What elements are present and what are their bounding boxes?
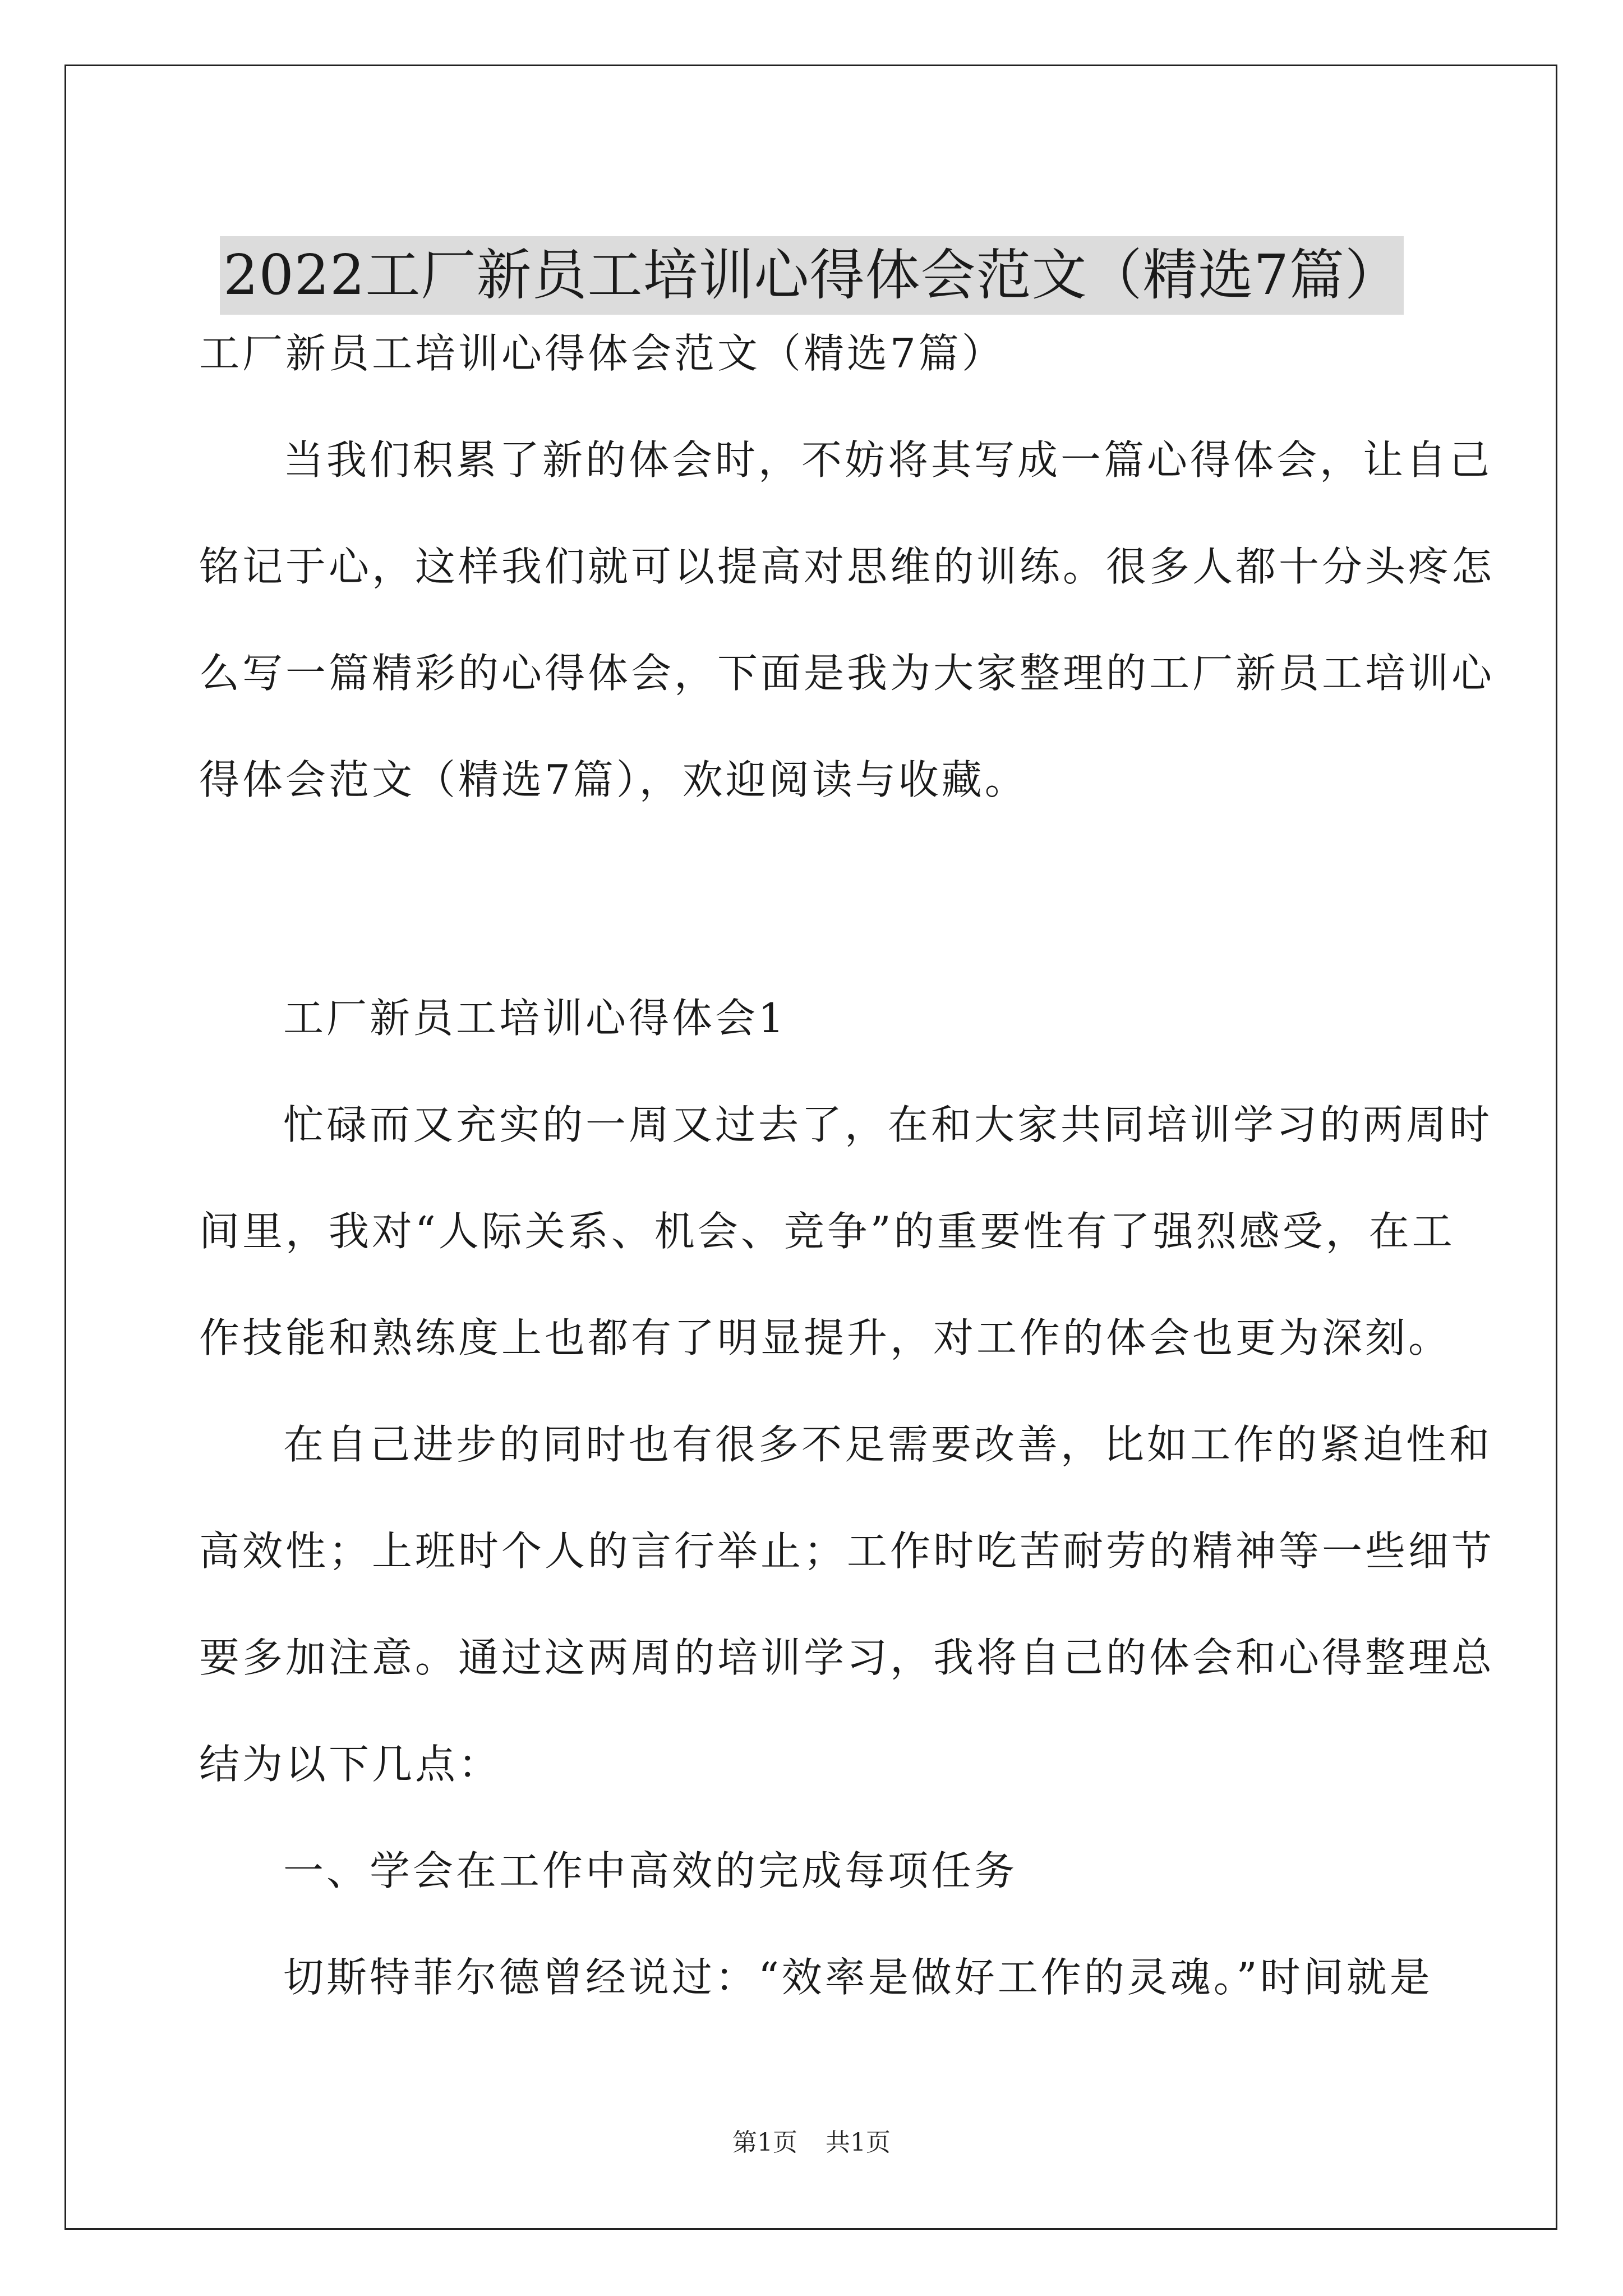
intro-line-1: 当我们积累了新的体会时，不妨将其写成一篇心得体会，让自己 (283, 436, 1493, 484)
body-line-7: 结为以下几点： (199, 1741, 502, 1788)
body-line-3: 作技能和熟练度上也都有了明显提升，对工作的体会也更为深刻。 (199, 1314, 1452, 1361)
document-subtitle: 工厂新员工培训心得体会范文（精选7篇） (199, 330, 1005, 377)
document-title-area (196, 199, 1427, 307)
page-footer (0, 2126, 1623, 2160)
body-line-2: 间里，我对“人际关系、机会、竞争”的重要性有了强烈感受，在工 (199, 1208, 1455, 1255)
body-line-5: 高效性；上班时个人的言行举止；工作时吃苦耐劳的精神等一些细节 (199, 1527, 1495, 1575)
intro-line-2: 铭记于心，这样我们就可以提高对思维的训练。很多人都十分头疼怎 (199, 543, 1495, 590)
body-line-8: 切斯特菲尔德曾经说过：“效率是做好工作的灵魂。”时间就是 (283, 1954, 1433, 2001)
page-number: 第1页 (732, 2128, 797, 2157)
point-heading-1: 一、学会在工作中高效的完成每项任务 (283, 1847, 1018, 1894)
body-line-4: 在自己进步的同时也有很多不足需要改善，比如工作的紧迫性和 (283, 1421, 1493, 1468)
intro-line-4: 得体会范文（精选7篇），欢迎阅读与收藏。 (199, 756, 1028, 803)
page-total: 共1页 (826, 2128, 891, 2157)
intro-line-3: 么写一篇精彩的心得体会，下面是我为大家整理的工厂新员工培训心 (199, 650, 1495, 697)
body-line-1: 忙碌而又充实的一周又过去了，在和大家共同培训学习的两周时 (283, 1101, 1493, 1148)
document-title: 2022工厂新员工培训心得体会范文（精选7篇） (220, 236, 1404, 315)
section-heading-1: 工厂新员工培训心得体会1 (283, 995, 787, 1042)
body-line-6: 要多加注意。通过这两周的培训学习，我将自己的体会和心得整理总 (199, 1634, 1495, 1681)
